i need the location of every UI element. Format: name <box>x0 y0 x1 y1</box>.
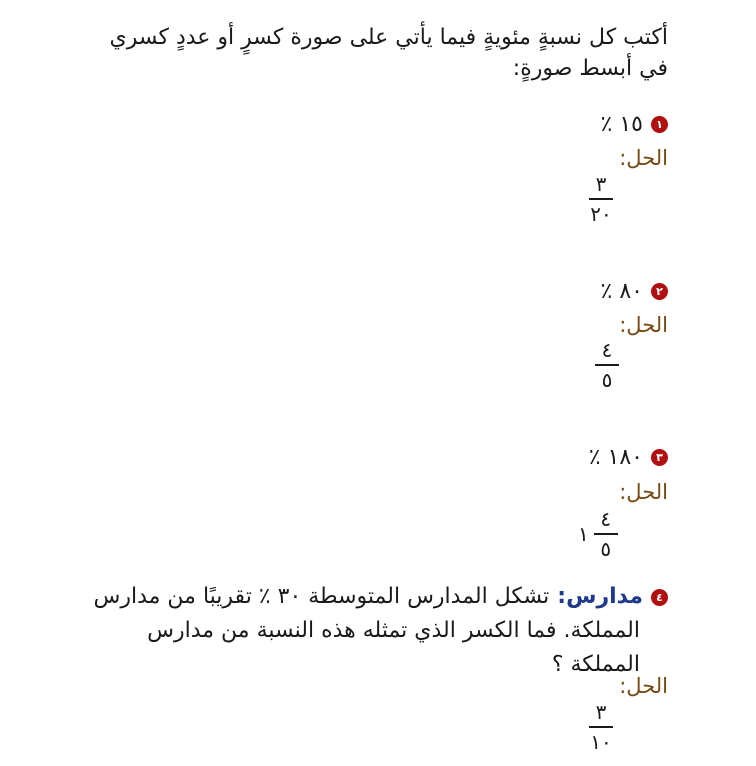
solution-label: الحل: <box>619 674 668 698</box>
problem-3 <box>589 445 668 470</box>
problem-number-badge: ٤ <box>651 589 668 606</box>
denominator: ٥ <box>600 537 612 561</box>
problem-keyword: مدارس: <box>557 584 643 609</box>
numerator: ٤ <box>601 338 613 362</box>
problem-value: ١٨٠ ٪ <box>588 445 643 470</box>
solution-label: الحل: <box>619 146 668 170</box>
denominator: ٢٠ <box>590 202 612 226</box>
answer-fraction <box>588 700 614 754</box>
fraction-bar <box>594 533 618 535</box>
solution-label: الحل: <box>619 313 668 337</box>
answer-mixed-number <box>578 507 619 561</box>
answer-fraction <box>588 172 614 226</box>
fraction-bar <box>589 726 613 728</box>
problem-2 <box>601 279 668 304</box>
problem-number-badge: ٢ <box>651 283 668 300</box>
denominator: ١٠ <box>590 730 612 754</box>
numerator: ٣ <box>595 172 607 196</box>
fraction-bar <box>589 198 613 200</box>
answer-fraction <box>593 507 619 561</box>
problem-number-badge: ١ <box>651 116 668 133</box>
denominator: ٥ <box>601 368 613 392</box>
problem-1 <box>601 112 668 137</box>
problem-value: ٨٠ ٪ <box>600 279 643 304</box>
whole-part: ١ <box>578 522 589 546</box>
solution-label: الحل: <box>619 480 668 504</box>
word-problem <box>68 580 668 682</box>
numerator: ٤ <box>600 507 612 531</box>
instructions-text: أكتب كل نسبةٍ مئويةٍ فيما يأتي على صورة كسرٍ أو عددٍ كسري في أبسط صورةٍ: <box>109 25 668 81</box>
numerator: ٣ <box>595 700 607 724</box>
problem-number-badge: ٣ <box>651 449 668 466</box>
problem-text-line-2: المملكة. فما الكسر الذي تمثله هذه النسبة من مدارس <box>147 618 640 643</box>
problem-value: ١٥ ٪ <box>600 112 643 137</box>
fraction-bar <box>595 364 619 366</box>
problem-text-line-1: تشكل المدارس المتوسطة ٣٠ ٪ تقريبًا من مدارس <box>93 584 550 609</box>
problem-text-line-3: المملكة ؟ <box>551 652 640 677</box>
answer-fraction <box>594 338 620 392</box>
